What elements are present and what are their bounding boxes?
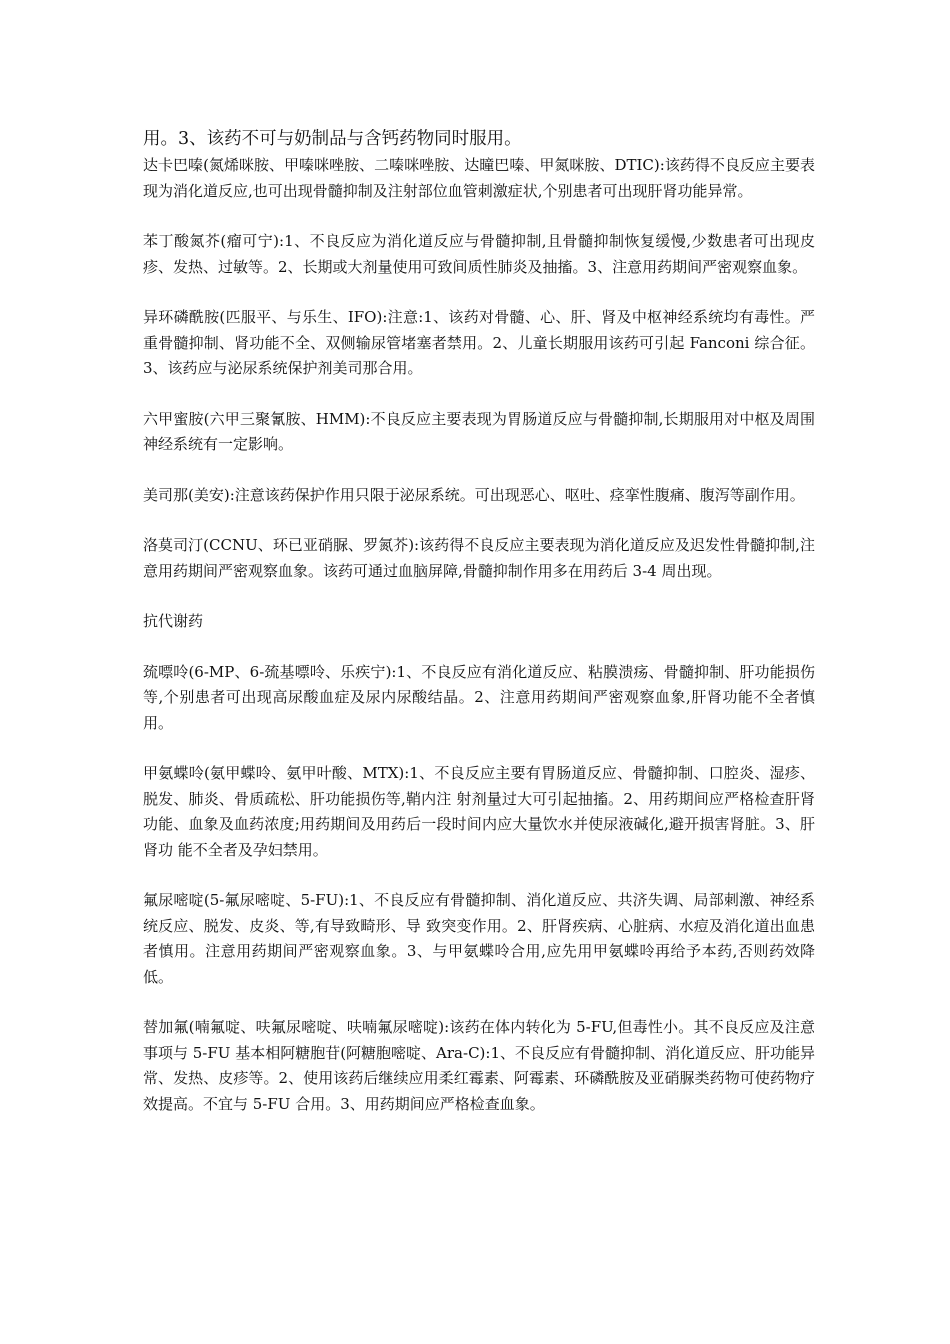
paragraph-mercaptopurine: 巯嘌呤(6-MP、6-巯基嘌呤、乐疾宁):1、不良反应有消化道反应、粘膜溃疡、骨髓抑制、肝功能损伤等,个别患者可出现高尿酸血症及尿内尿酸结晶。2、注意用药期间严密观察血象,肝肾功能不全者慎用。 <box>143 662 815 732</box>
paragraph-dacarbazine: 达卡巴嗪(氮烯咪胺、甲嗪咪唑胺、二嗪咪唑胺、达曈巴嗪、甲氮咪胺、DTIC):该药得不良反应主要表现为消化道反应,也可出现骨髓抑制及注射部位血管刺激症状,个别患者可出现肝肾功能异常。 <box>143 156 815 200</box>
paragraph-lomustine: 洛莫司汀(CCNU、环已亚硝脲、罗氮芥):该药得不良反应主要表现为消化道反应及迟发性骨髓抑制,注意用药期间严密观察血象。该药可通过血脑屏障,骨髓抑制作用多在用药后 3-4 周出现。 <box>143 536 815 580</box>
paragraph-tegafur: 替加氟(喃氟啶、呋氟尿嘧啶、呋喃氟尿嘧啶):该药在体内转化为 5-FU,但毒性小。其不良反应及注意事项与 5-FU 基本相阿糖胞苷(阿糖胞嘧啶、Ara-C):1、不良反应有骨髓抑制、消化道反应、肝功能异常、发热、皮疹等。2、使用该药后继续应用柔红霉素、阿霉素、环磷酰胺及亚硝脲类药物可使药物疗效提高。不宜与 5-FU 合用。3、用药期间应严格检查血象。 <box>143 1018 815 1113</box>
continuation-line: 用。3、该药不可与奶制品与含钙药物同时服用。 <box>143 129 522 149</box>
paragraph-altretamine: 六甲蜜胺(六甲三聚氰胺、HMM):不良反应主要表现为胃肠道反应与骨髓抑制,长期服用对中枢及周围神经系统有一定影响。 <box>143 409 815 453</box>
paragraph-fluorouracil: 氟尿嘧啶(5-氟尿嘧啶、5-FU):1、不良反应有骨髓抑制、消化道反应、共济失调、局部刺激、神经系统反应、脱发、皮炎、等,有导致畸形、导 致突变作用。2、肝肾疾病、心脏病、水痘及消化道出血患者慎用。注意用药期间严密观察血象。3、与甲氨蝶呤合用,应先用甲氨蝶呤再给予本药,否则药效降低。 <box>143 891 815 986</box>
paragraph-methotrexate: 甲氨蝶呤(氨甲蝶呤、氨甲叶酸、MTX):1、不良反应主要有胃肠道反应、骨髓抑制、口腔炎、湿疹、脱发、肺炎、骨质疏松、肝功能损伤等,鞘内注 射剂量过大可引起抽搐。2、用药期间应严格检查肝肾功能、血象及血药浓度;用药期间及用药后一段时间内应大量饮水并使尿液碱化,避开损害肾脏。3、肝肾功 能不全者及孕妇禁用。 <box>143 764 815 859</box>
document-page <box>143 126 815 1142</box>
paragraph-ifosfamide: 异环磷酰胺(匹服平、与乐生、IFO):注意:1、该药对骨髓、心、肝、肾及中枢神经系统均有毒性。严重骨髓抑制、肾功能不全、双侧输尿管堵塞者禁用。2、儿童长期服用该药可引起 Fanconi 综合征。3、该药应与泌尿系统保护剂美司那合用。 <box>143 308 815 377</box>
paragraph-chlorambucil: 苯丁酸氮芥(瘤可宁):1、不良反应为消化道反应与骨髓抑制,且骨髓抑制恢复缓慢,少数患者可出现皮疹、发热、过敏等。2、长期或大剂量使用可致间质性肺炎及抽搐。3、注意用药期间严密观察血象。 <box>143 232 815 276</box>
section-heading-antimetabolites: 抗代谢药 <box>143 612 204 630</box>
paragraph-mesna: 美司那(美安):注意该药保护作用只限于泌尿系统。可出现恶心、呕吐、痉挛性腹痛、腹泻等副作用。 <box>143 485 805 504</box>
